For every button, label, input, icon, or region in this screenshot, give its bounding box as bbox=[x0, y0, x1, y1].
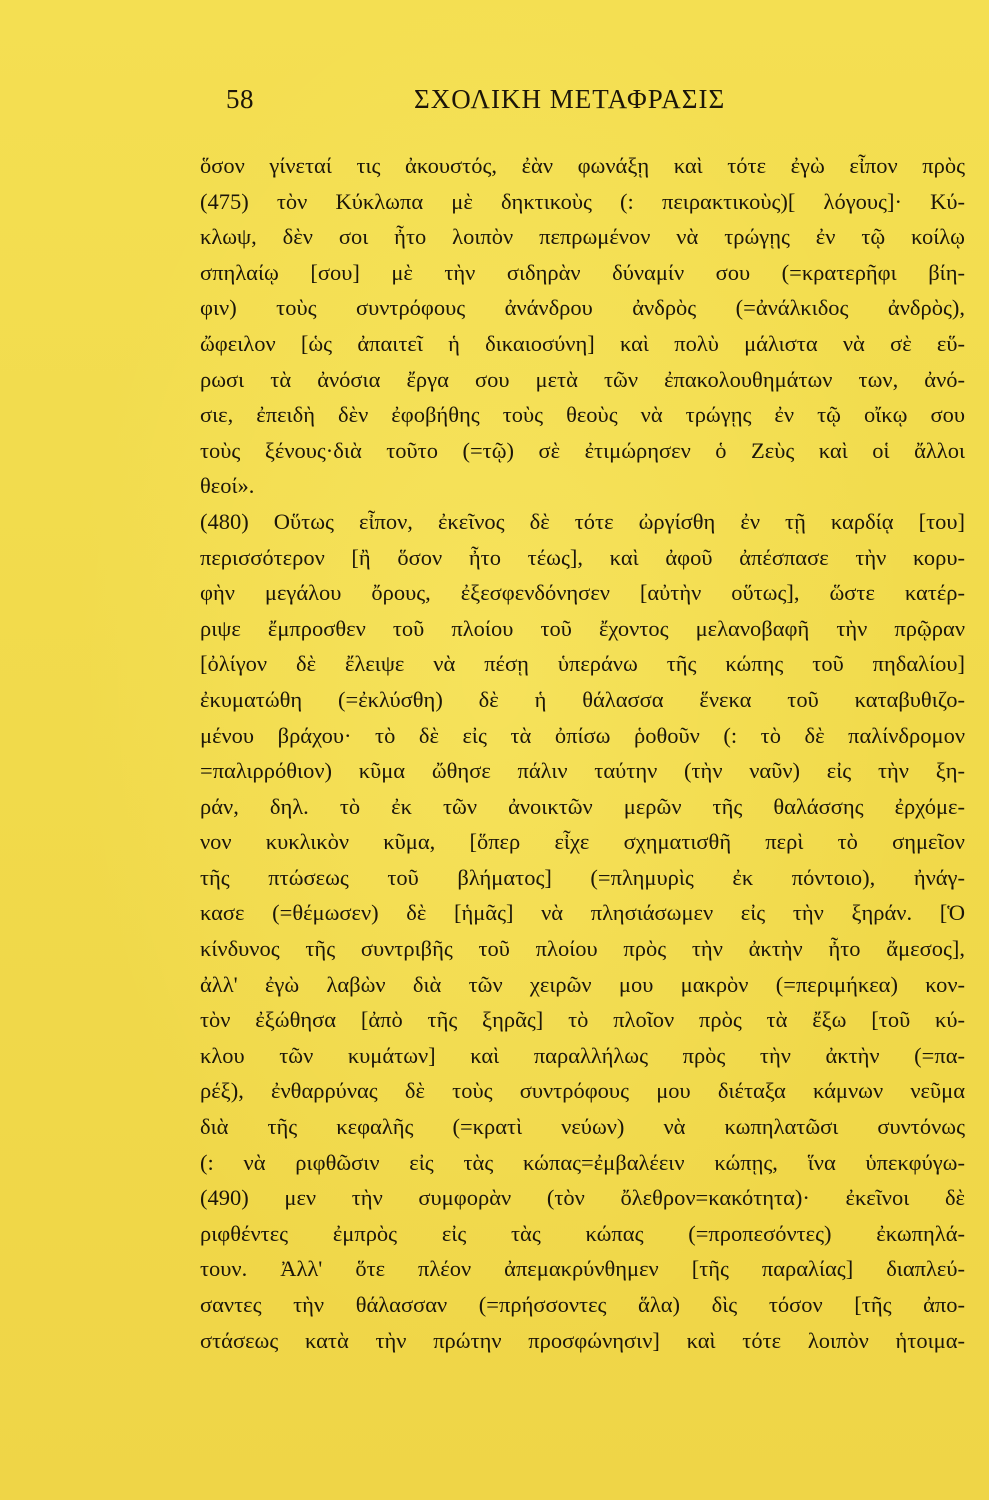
text-line: κασε (=θέμωσεν) δὲ [ἡμᾶς] νὰ πλησιάσωμεν εἰς τὴν ξηράν. [Ὁ bbox=[200, 900, 965, 926]
text-line: τῆς πτώσεως τοῦ βλήματος] (=πλημυρὶς ἐκ πόντοιο), ἠνάγ- bbox=[200, 864, 965, 890]
page-number: 58 bbox=[226, 84, 254, 114]
text-line: σαντες τὴν θάλασσαν (=πρήσσοντες ἅλα) δὶς τόσον [τῆς ἀπο- bbox=[200, 1292, 965, 1317]
text-line: μένου βράχου· τὸ δὲ εἰς τὰ ὀπίσω ῥοθοῦν (: τὸ δὲ παλίνδρομον bbox=[200, 722, 965, 748]
text-line: ράν, δηλ. τὸ ἐκ τῶν ἀνοικτῶν μερῶν τῆς θαλάσσης ἐρχόμε- bbox=[200, 793, 965, 819]
text-line: (490) μεν τὴν συμφορὰν (τὸν ὄλεθρον=κακότητα)· ἐκεῖνοι δὲ bbox=[200, 1185, 965, 1211]
page-header bbox=[226, 84, 786, 124]
body-text bbox=[200, 148, 965, 1358]
text-line: ἀλλ' ἐγὼ λαβὼν διὰ τῶν χειρῶν μου μακρὸν (=περιμήκεα) κον- bbox=[200, 971, 965, 997]
text-line: κλου τῶν κυμάτων] καὶ παραλλήλως πρὸς τὴν ἀκτὴν (=πα- bbox=[200, 1042, 965, 1068]
text-line: θεοί». bbox=[200, 473, 255, 499]
text-line: φὴν μεγάλου ὄρους, ἐξεσφενδόνησεν [αὐτὴν οὕτως], ὥστε κατέρ- bbox=[200, 580, 965, 606]
text-line: κίνδυνος τῆς συντριβῆς τοῦ πλοίου πρὸς τὴν ἀκτὴν ἦτο ἄμεσος], bbox=[200, 936, 965, 962]
text-line: στάσεως κατὰ τὴν πρώτην προσφώνησιν] καὶ τότε λοιπὸν ἡτοιμα- bbox=[200, 1327, 965, 1353]
text-line: ρέξ), ἐνθαρρύνας δὲ τοὺς συντρόφους μου διέταξα κάμνων νεῦμα bbox=[200, 1078, 965, 1104]
text-line: ρωσι τὰ ἀνόσια ἔργα σου μετὰ τῶν ἐπακολουθημάτων των, ἀνό- bbox=[200, 366, 965, 392]
text-line: ριψε ἔμπροσθεν τοῦ πλοίου τοῦ ἔχοντος μελανοβαφῆ τὴν πρῷραν bbox=[200, 615, 965, 641]
text-line: (475) τὸν Κύκλωπα μὲ δηκτικοὺς (: πειρακτικοὺς)[ λόγους]· Κύ- bbox=[200, 188, 965, 214]
text-line: (: νὰ ριφθῶσιν εἰς τὰς κώπας=ἐμβαλέειν κώπῃς, ἵνα ὑπεκφύγω- bbox=[200, 1149, 965, 1175]
text-line: νον κυκλικὸν κῦμα, [ὅπερ εἶχε σχηματισθῆ περὶ τὸ σημεῖον bbox=[200, 829, 965, 855]
running-title: ΣΧΟΛΙΚΗ ΜΕΤΑΦΡΑΣΙΣ bbox=[414, 84, 726, 114]
text-line: ὅσον γίνεταί τις ἀκουστός, ἐὰν φωνάξῃ καὶ τότε ἐγὼ εἶπον πρὸς bbox=[200, 153, 965, 178]
text-line: τὸν ἐξώθησα [ἀπὸ τῆς ξηρᾶς] τὸ πλοῖον πρὸς τὰ ἔξω [τοῦ κύ- bbox=[200, 1007, 965, 1033]
text-line: φιν) τοὺς συντρόφους ἀνάνδρου ἀνδρὸς (=ἀνάλκιδος ἀνδρὸς), bbox=[200, 295, 965, 321]
text-line: διὰ τῆς κεφαλῆς (=κρατὶ νεύων) νὰ κωπηλατῶσι συντόνως bbox=[200, 1114, 965, 1140]
text-line: [ὀλίγον δὲ ἔλειψε νὰ πέσῃ ὑπεράνω τῆς κώπης τοῦ πηδαλίου] bbox=[200, 651, 965, 677]
text-line: τοὺς ξένους·διὰ τοῦτο (=τῷ) σὲ ἐτιμώρησεν ὁ Ζεὺς καὶ οἱ ἄλλοι bbox=[200, 437, 965, 463]
text-line: σπηλαίῳ [σου] μὲ τὴν σιδηρὰν δύναμίν σου (=κρατερῆφι βίη- bbox=[200, 259, 965, 285]
text-line: περισσότερον [ἢ ὅσον ἦτο τέως], καὶ ἀφοῦ ἀπέσπασε τὴν κορυ- bbox=[200, 544, 965, 570]
text-line: =παλιρρόθιον) κῦμα ὤθησε πάλιν ταύτην (τὴν ναῦν) εἰς τὴν ξη- bbox=[200, 758, 965, 784]
text-line: (480) Οὕτως εἶπον, ἐκεῖνος δὲ τότε ὠργίσθη ἐν τῇ καρδίᾳ [του] bbox=[200, 508, 965, 534]
text-line: ἐκυματώθη (=ἐκλύσθη) δὲ ἡ θάλασσα ἕνεκα τοῦ καταβυθιζο- bbox=[200, 686, 965, 712]
text-line: σιε, ἐπειδὴ δὲν ἐφοβήθης τοὺς θεοὺς νὰ τρώγῃς ἐν τῷ οἴκῳ σου bbox=[200, 402, 965, 428]
text-line: κλωψ, δὲν σοι ἦτο λοιπὸν πεπρωμένον νὰ τρώγῃς ἐν τῷ κοίλῳ bbox=[200, 224, 965, 250]
text-line: ὤφειλον [ὡς ἀπαιτεῖ ἡ δικαιοσύνη] καὶ πολὺ μάλιστα νὰ σὲ εὕ- bbox=[200, 330, 965, 356]
text-line: τουν. Ἀλλ' ὅτε πλέον ἀπεμακρύνθημεν [τῆς παραλίας] διαπλεύ- bbox=[200, 1256, 965, 1282]
text-line: ριφθέντες ἐμπρὸς εἰς τὰς κώπας (=προπεσόντες) ἐκωπηλά- bbox=[200, 1220, 965, 1246]
